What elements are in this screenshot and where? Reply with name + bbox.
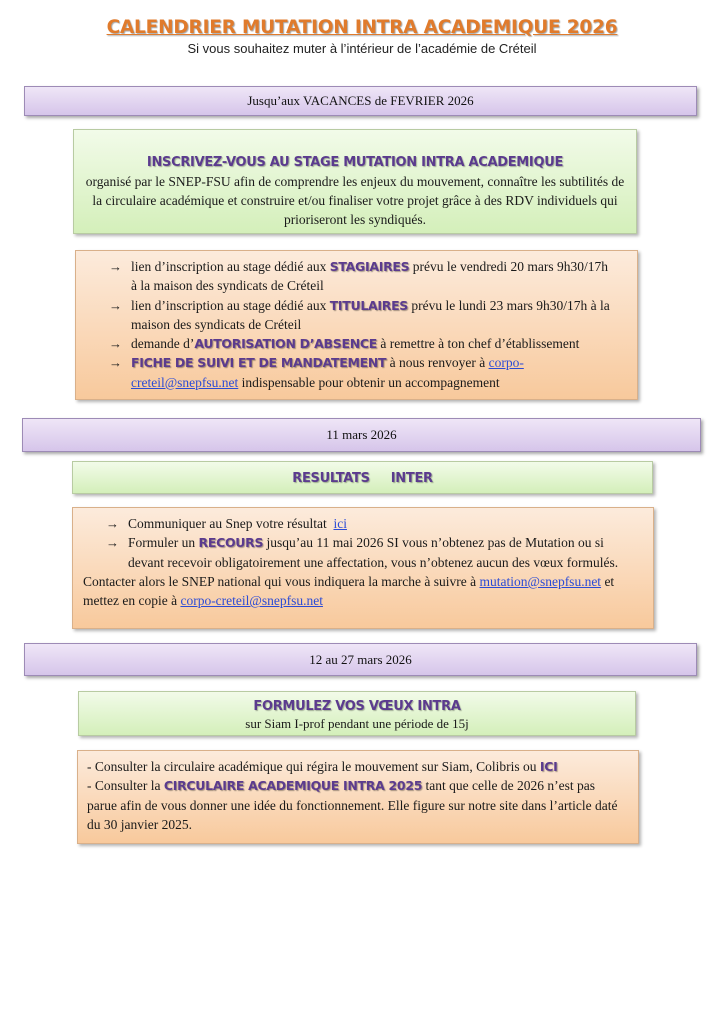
list-item: → Formuler un RECOURS jusqu’au 11 mai 2026 SI vous n’obtenez pas de Mutation ou si devant recevoir obligatoirement une affectation, vous n’obtenez aucun des vœux formulés. — [106, 535, 619, 570]
arrow-right-icon: → — [106, 535, 119, 551]
list-item: → FICHE DE SUIVI ET DE MANDATEMENT à nous renvoyer à corpo-creteil@snepfsu.net indispensable pour obtenir un accompagnement — [109, 355, 524, 390]
results-actions-box — [72, 507, 654, 629]
voeux-title: FORMULEZ VOS VŒUX INTRA — [253, 699, 461, 714]
circulaire-intra-2025-link[interactable]: CIRCULAIRE ACADEMIQUE INTRA 2025 — [163, 778, 423, 794]
circulaire-box — [77, 750, 639, 844]
stage-description: organisé par le SNEP-FSU afin de comprendre les enjeux du mouvement, connaître les subtilités de la circulaire académique et construire et/ou finaliser votre projet grâce à des RDV individuels qui prioriseront les syndiqués. — [85, 174, 625, 227]
corpo-email-link[interactable]: corpo-creteil@snepfsu.net — [131, 355, 524, 390]
period-banner-march-11: 11 mars 2026 — [22, 418, 701, 452]
stage-links-box — [75, 250, 638, 400]
corpo-email-link[interactable]: corpo-creteil@snepfsu.net — [180, 593, 323, 609]
voeux-subtitle: sur Siam I-prof pendant une période de 15j — [245, 716, 469, 731]
results-actions-list — [73, 514, 633, 572]
period-banner-march-12-27: 12 au 27 mars 2026 — [24, 643, 697, 676]
results-title: RESULTATS INTER — [292, 471, 433, 486]
ici-link[interactable]: ici — [333, 516, 347, 531]
list-item: → lien d’inscription au stage dédié aux STAGIAIRES prévu le vendredi 20 mars 9h30/17h à la maison des syndicats de Créteil — [109, 259, 609, 294]
circulaire-line-1: - Consulter la circulaire académique qui régira le mouvement sur Siam, Colibris ou ICI — [87, 759, 558, 774]
stagiaires-link[interactable]: STAGIAIRES — [329, 259, 410, 274]
results-inter-box — [72, 461, 653, 494]
period-banner-february: Jusqu’aux VACANCES de FEVRIER 2026 — [24, 86, 697, 116]
page-title: CALENDRIER MUTATION INTRA ACADEMIQUE 2026 — [106, 17, 618, 38]
titulaires-link[interactable]: TITULAIRES — [329, 297, 409, 313]
arrow-right-icon: → — [106, 516, 119, 531]
circulaire-line-2: - Consulter la CIRCULAIRE ACADEMIQUE INTRA 2025 tant que celle de 2026 n’est pas parue afin de vous donner une idée du fonctionnement. Elle figure sur notre site dans l’article daté du 30 janvier 2025. — [87, 778, 618, 832]
fiche-suivi-link[interactable]: FICHE DE SUIVI ET DE MANDATEMENT — [131, 355, 387, 371]
stage-title: INSCRIVEZ-VOUS AU STAGE MUTATION INTRA ACADEMIQUE — [146, 155, 564, 170]
stage-registration-box — [73, 129, 637, 234]
arrow-right-icon: → — [109, 259, 122, 274]
voeux-box — [78, 691, 636, 736]
contact-paragraph: Contacter alors le SNEP national qui vous indiquera la marche à suivre à mutation@snepfsu.net et mettez en copie à corpo-creteil@snepfsu.net — [83, 573, 615, 609]
arrow-right-icon: → — [109, 297, 122, 313]
list-item: → lien d’inscription au stage dédié aux TITULAIRES prévu le lundi 23 mars 9h30/17h à la maison des syndicats de Créteil — [109, 297, 610, 332]
arrow-right-icon: → — [109, 355, 122, 371]
recours-link[interactable]: RECOURS — [198, 535, 264, 551]
page-subtitle: Si vous souhaitez muter à l’intérieur de l’académie de Créteil — [187, 41, 537, 56]
mutation-email-link[interactable]: mutation@snepfsu.net — [479, 573, 602, 589]
autorisation-absence-link[interactable]: AUTORISATION D’ABSENCE — [194, 336, 377, 352]
ici-circulaire-link[interactable]: ICI — [539, 759, 558, 774]
list-item: → demande d’AUTORISATION D’ABSENCE à remettre à ton chef d’établissement — [76, 334, 617, 353]
stage-links-list — [76, 257, 617, 392]
list-item: → Communiquer au Snep votre résultat ici — [73, 514, 633, 533]
arrow-right-icon: → — [109, 336, 122, 352]
